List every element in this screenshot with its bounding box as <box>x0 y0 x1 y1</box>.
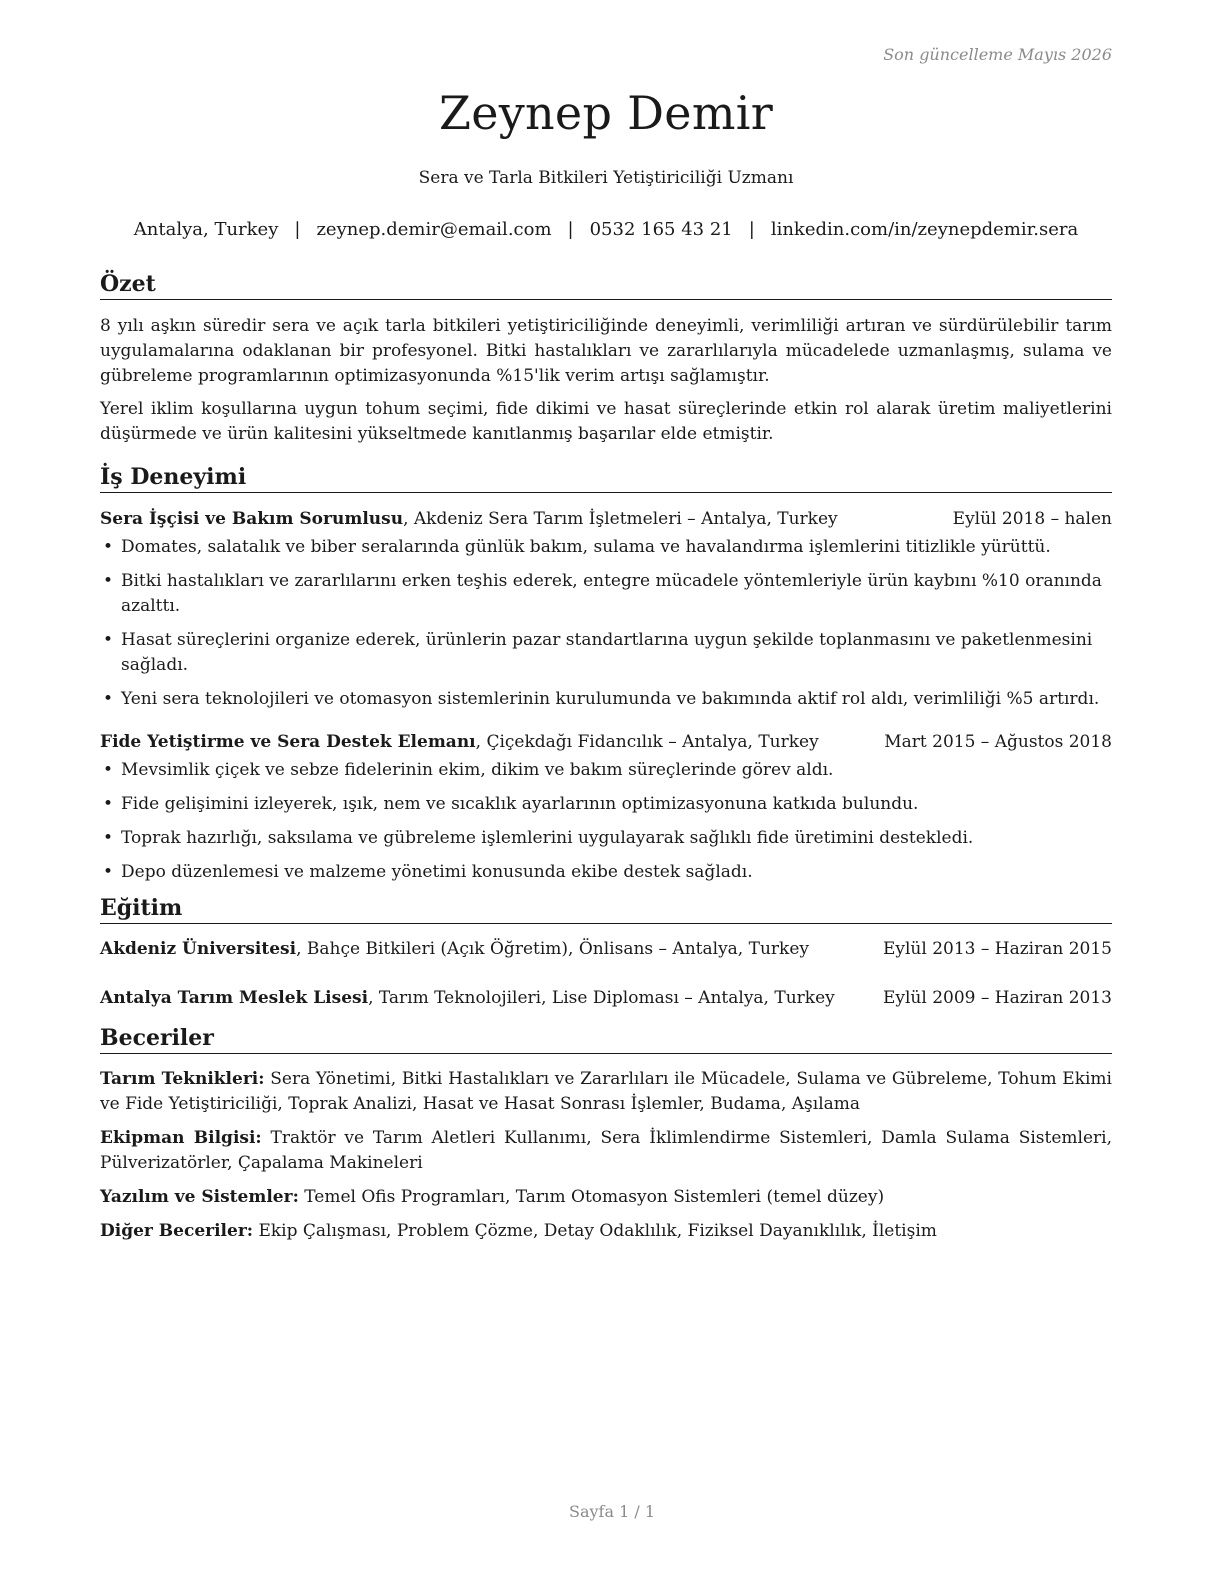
skill-line <box>100 1126 1112 1176</box>
summary-paragraph: 8 yılı aşkın süredir sera ve açık tarla bitkileri yetiştiriciliğinde deneyimli, verimliliği artıran ve sürdürülebilir tarım uygulamalarına odaklanan bir profesyonel. Bitki hastalıkları ve zararlılarıyla mücadelede uzmanlaşmış, sulama ve gübreleme programlarının optimizasyonunda %15'lik verim artışı sağlamıştır. <box>100 316 1112 386</box>
job-company: , Akdeniz Sera Tarım İşletmeleri – Antalya, Turkey <box>403 509 838 529</box>
list-item: • Bitki hastalıkları ve zararlılarını erken teşhis ederek, entegre mücadele yöntemleriyle ürün kaybını %10 oranında azalttı. <box>100 569 1112 619</box>
list-item: • Domates, salatalık ve biber seralarında günlük bakım, sulama ve havalandırma işlemlerini titizlikle yürüttü. <box>100 535 1112 560</box>
skill-value: Traktör ve Tarım Aletleri Kullanımı, Sera İklimlendirme Sistemleri, Damla Sulama Sistemleri, Pülverizatörler, Çapalama Makineleri <box>100 1128 1112 1173</box>
job-entry <box>100 730 1112 885</box>
skills-section <box>100 1024 1112 1244</box>
skill-line <box>100 1185 1112 1210</box>
contact-line <box>100 219 1112 240</box>
summary-paragraph: Yerel iklim koşullarına uygun tohum seçimi, fide dikimi ve hasat süreçlerinde etkin rol alarak üretim maliyetlerini düşürmede ve ürün kalitesini yükseltmede kanıtlanmış başarılar elde etmiştir. <box>100 399 1112 444</box>
list-item: • Yeni sera teknolojileri ve otomasyon sistemlerinin kurulumunda ve bakımında aktif rol aldı, verimliliği %5 artırdı. <box>100 687 1112 712</box>
education-entry <box>100 937 1112 962</box>
education-entry <box>100 986 1112 1011</box>
job-bullets <box>100 758 1112 885</box>
job-dates: Mart 2015 – Ağustos 2018 <box>884 732 1112 752</box>
job-role: Fide Yetiştirme ve Sera Destek Elemanı <box>100 732 476 752</box>
section-heading-experience: İş Deneyimi <box>100 463 1112 493</box>
contact-separator: | <box>567 219 574 240</box>
list-item: • Hasat süreçlerini organize ederek, ürünlerin pazar standartlarına uygun şekilde toplanmasını ve paketlenmesini sağladı. <box>100 628 1112 678</box>
experience-section <box>100 463 1112 885</box>
contact-linkedin[interactable]: linkedin.com/in/zeynepdemir.sera <box>770 219 1079 240</box>
job-dates: Eylül 2018 – halen <box>952 509 1112 529</box>
job-company: , Çiçekdağı Fidancılık – Antalya, Turkey <box>475 732 819 752</box>
job-bullets <box>100 535 1112 712</box>
contact-phone: 0532 165 43 21 <box>589 219 733 240</box>
contact-separator: | <box>748 219 755 240</box>
education-detail: , Tarım Teknolojileri, Lise Diploması – Antalya, Turkey <box>368 988 835 1008</box>
skill-line <box>100 1067 1112 1117</box>
job-header <box>100 730 1112 755</box>
skill-label: Ekipman Bilgisi: <box>100 1128 262 1148</box>
job-header <box>100 507 1112 532</box>
list-item: • Depo düzenlemesi ve malzeme yönetimi konusunda ekibe destek sağladı. <box>100 860 1112 885</box>
skill-label: Yazılım ve Sistemler: <box>100 1187 299 1207</box>
education-school: Antalya Tarım Meslek Lisesi <box>100 988 369 1008</box>
job-role: Sera İşçisi ve Bakım Sorumlusu <box>100 509 404 529</box>
contact-separator: | <box>294 219 301 240</box>
skill-value: Ekip Çalışması, Problem Çözme, Detay Odaklılık, Fiziksel Dayanıklılık, İletişim <box>253 1221 937 1241</box>
list-item: • Mevsimlik çiçek ve sebze fidelerinin ekim, dikim ve bakım süreçlerinde görev aldı. <box>100 758 1112 783</box>
last-updated-note: Son güncelleme Mayıs 2026 <box>883 45 1112 64</box>
skill-value: Temel Ofis Programları, Tarım Otomasyon Sistemleri (temel düzey) <box>298 1187 885 1207</box>
candidate-name: Zeynep Demir <box>438 86 774 140</box>
skill-line <box>100 1219 1112 1244</box>
education-school: Akdeniz Üniversitesi <box>100 939 297 959</box>
contact-location: Antalya, Turkey <box>133 219 279 240</box>
candidate-title: Sera ve Tarla Bitkileri Yetiştiriciliği Uzmanı <box>418 168 794 188</box>
education-section <box>100 894 1112 1011</box>
education-dates: Eylül 2013 – Haziran 2015 <box>882 939 1112 959</box>
education-detail: , Bahçe Bitkileri (Açık Öğretim), Önlisans – Antalya, Turkey <box>296 939 809 959</box>
skill-label: Tarım Teknikleri: <box>100 1069 265 1089</box>
list-item: • Fide gelişimini izleyerek, ışık, nem ve sıcaklık ayarlarının optimizasyonuna katkıda bulundu. <box>100 792 1112 817</box>
skill-value: Sera Yönetimi, Bitki Hastalıkları ve Zararlıları ile Mücadele, Sulama ve Gübreleme, Tohum Ekimi ve Fide Yetiştiriciliği, Toprak Analizi, Hasat ve Hasat Sonrası İşlemler, Budama, Aşılama <box>100 1069 1112 1114</box>
resume-content <box>100 270 1112 1253</box>
section-heading-summary: Özet <box>100 270 1112 300</box>
page-number: Sayfa 1 / 1 <box>568 1502 655 1521</box>
section-heading-education: Eğitim <box>100 894 1112 924</box>
education-dates: Eylül 2009 – Haziran 2013 <box>882 988 1112 1008</box>
section-heading-skills: Beceriler <box>100 1024 1112 1054</box>
contact-email[interactable]: zeynep.demir@email.com <box>316 219 552 240</box>
job-entry <box>100 507 1112 712</box>
summary-section <box>100 270 1112 447</box>
list-item: • Toprak hazırlığı, saksılama ve gübreleme işlemlerini uygulayarak sağlıklı fide üretimini destekledi. <box>100 826 1112 851</box>
skill-label: Diğer Beceriler: <box>100 1221 254 1241</box>
